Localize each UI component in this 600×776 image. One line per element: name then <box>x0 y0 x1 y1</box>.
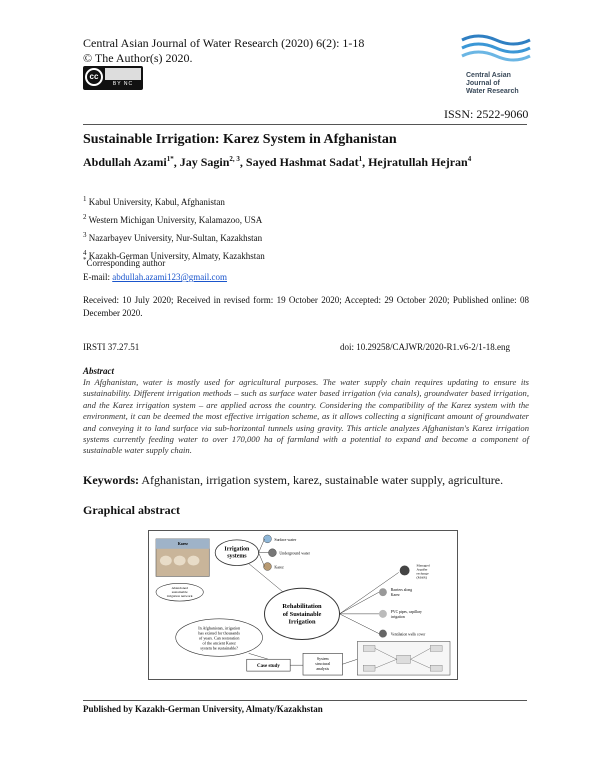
svg-text:(MAR): (MAR) <box>416 575 427 580</box>
affiliation: $^1$ Kabul University, Kabul, Afghanistan <box>83 195 225 207</box>
cc-badge-bottom: BY NC <box>112 81 134 87</box>
publisher-footer: Published by Kazakh-German University, Almaty/Kazakhstan <box>83 704 323 714</box>
author-name: Abdullah Azami <box>83 155 167 169</box>
svg-text:systems: systems <box>227 553 247 560</box>
author-name: Jay Sagin <box>179 155 230 169</box>
svg-text:sustainable: sustainable <box>171 590 188 595</box>
svg-text:recharge: recharge <box>416 571 429 576</box>
svg-text:Managed: Managed <box>416 563 430 568</box>
journal-header <box>83 36 364 66</box>
affiliation: $^4$ Kazakh-German University, Almaty, Kazakhstan <box>83 249 265 261</box>
logo-line: Journal of <box>466 80 500 87</box>
doi[interactable]: doi: 10.29258/CAJWR/2020-R1.v6-2/1-18.eng <box>340 342 510 352</box>
svg-text:Ventilation wells cover: Ventilation wells cover <box>390 632 426 637</box>
graphical-abstract-heading: Graphical abstract <box>83 503 180 517</box>
logo-line: Water Research <box>466 88 519 95</box>
corresponding-label: Corresponding author <box>86 258 166 268</box>
svg-text:has existed for thousands: has existed for thousands <box>198 630 240 636</box>
svg-text:PVC pipes, capillary: PVC pipes, capillary <box>390 609 422 614</box>
cc-by-nc-icon <box>105 68 141 80</box>
svg-text:Irrigation: Irrigation <box>224 546 250 553</box>
affiliation: $^3$ Nazarbayev University, Nur-Sultan, Kazakhstan <box>83 231 263 243</box>
copyright-line: © The Author(s) 2020. <box>83 51 193 65</box>
author-sup: 1 <box>358 155 363 163</box>
journal-line: Central Asian Journal of Water Research (2020) 6(2): 1-18 <box>83 36 365 50</box>
svg-text:Abandoned: Abandoned <box>171 586 188 591</box>
footer-divider <box>83 700 527 701</box>
email-link[interactable]: abdullah.azami123@gmail.com <box>112 272 228 282</box>
keywords: Keywords: Afghanistan, irrigation system, karez, sustainable water supply, agriculture. <box>83 473 504 487</box>
svg-text:irrigation network: irrigation network <box>166 594 193 599</box>
svg-text:of the ancient Karez: of the ancient Karez <box>202 640 236 646</box>
svg-text:Barriers along: Barriers along <box>390 588 413 593</box>
publication-dates: Received: 10 July 2020; Received in revised form: 19 October 2020; Accepted: 29 October 2020; Published online: 08 December 2020. <box>83 295 529 318</box>
svg-text:Rehabilitation: Rehabilitation <box>282 602 322 610</box>
corresponding-author: *Corresponding author E-mail: abdullah.azami123@gmail.com <box>83 256 228 282</box>
svg-text:Case study: Case study <box>257 664 280 670</box>
irsti-code: IRSTI 37.27.51 <box>83 342 140 352</box>
author-name: Sayed Hashmat Sadat <box>245 155 359 169</box>
abstract-text: In Afghanistan, water is mostly used for agricultural purposes. The water supply chain requires updating to ensure its sustainability. Different irrigation methods – such as surface water based irrigation (via canals), groundwater based irrigation, and the Karez irrigation system – are applied across the country. Considering the compatibility of the Karez system with the environment, it can be deemed the most effective irrigation scheme, as it allows collecting a significant amount of groundwater and conveying it to land surface via sub-horizontal tunnels using gravity. This article analyzes Afghanistan's Karez irrigation systems currently feeding water to over 170,000 ha of farmland with a potential to expand and become a component of sustainable water supply chain. <box>83 377 529 456</box>
author-sup: 4 <box>467 155 472 163</box>
svg-text:In Afghanistan, irrigation: In Afghanistan, irrigation <box>198 625 241 631</box>
issn: ISSN: 2522-9060 <box>444 107 529 121</box>
svg-text:Karez: Karez <box>390 593 400 598</box>
logo-line: Central Asian <box>466 72 511 79</box>
svg-text:of Sustainable: of Sustainable <box>282 610 322 618</box>
affiliation: $^2$ Western Michigan University, Kalamazoo, USA <box>83 213 263 225</box>
svg-text:Aquifer: Aquifer <box>416 567 428 572</box>
svg-text:Karez: Karez <box>177 540 188 546</box>
svg-text:System: System <box>316 656 329 662</box>
paper-title: Sustainable Irrigation: Karez System in Afghanistan <box>83 132 397 147</box>
svg-text:system be sustainable?: system be sustainable? <box>200 645 238 651</box>
svg-text:Underground water: Underground water <box>279 550 310 556</box>
cc-license-badge[interactable] <box>83 66 143 90</box>
author-list: Abdullah Azami$^{1*}$, Jay Sagin$^{2, 3}$, Sayed Hashmat Sadat$^1$, Hejratullah Hejran$^4$ <box>83 155 472 169</box>
author-sup: 1* <box>166 155 174 163</box>
abstract-heading: Abstract <box>83 366 115 376</box>
author-sup: 2, 3 <box>229 155 240 163</box>
svg-text:Surface water: Surface water <box>274 536 297 542</box>
graphical-abstract-figure <box>148 530 458 680</box>
header-divider <box>83 124 527 125</box>
author-name: Hejratullah Hejran <box>368 155 468 169</box>
svg-text:irrigation: irrigation <box>390 614 405 619</box>
svg-text:of years. Can restoration: of years. Can restoration <box>198 635 240 641</box>
svg-text:structural: structural <box>315 661 331 667</box>
svg-text:Karez: Karez <box>274 564 284 570</box>
svg-text:analysis: analysis <box>316 666 330 672</box>
svg-text:Irrigation: Irrigation <box>288 618 316 626</box>
cc-icon: cc <box>85 68 103 86</box>
journal-logo-text <box>466 72 519 96</box>
